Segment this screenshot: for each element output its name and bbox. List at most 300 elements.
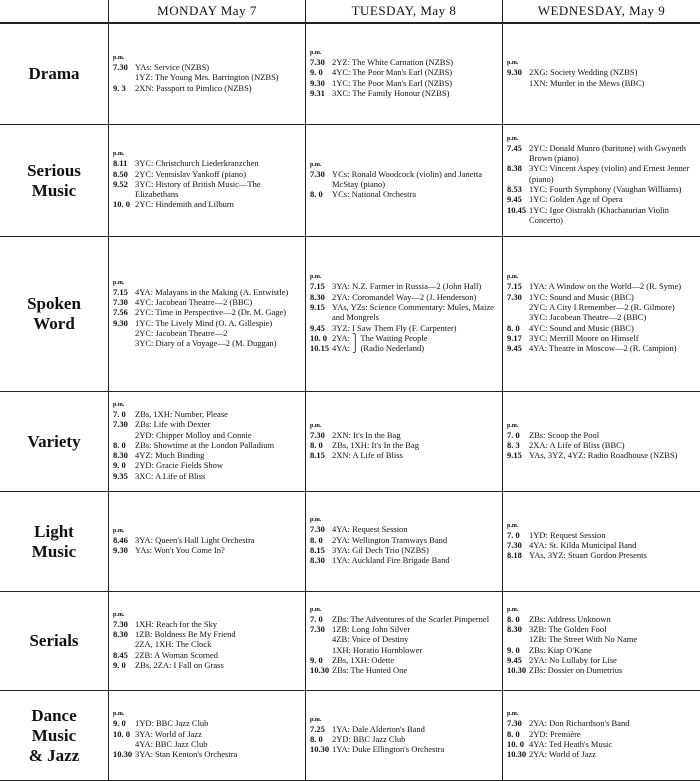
program-time xyxy=(113,72,135,82)
program-title: 1YA: Auckland Fire Brigade Band xyxy=(332,555,450,566)
program-entry xyxy=(113,460,302,470)
program-time: 9.30 xyxy=(113,317,128,328)
program-entry xyxy=(507,530,697,540)
program-title: 1ZB: Long John Silver xyxy=(332,623,411,634)
program-title: YCs: National Orchestra xyxy=(332,189,417,200)
program-entry xyxy=(507,749,697,759)
program-title: 2YC: A City I Remember—2 (R. Gilmore) xyxy=(529,302,675,313)
program-cell xyxy=(503,592,700,691)
program-time: 7.30 xyxy=(507,718,522,729)
program-title: 1YD: Request Session xyxy=(529,529,606,540)
program-entry xyxy=(113,619,302,629)
program-entry xyxy=(507,323,697,333)
program-title: 4YA: ⎭ (Radio Nederland) xyxy=(332,343,425,354)
program-entry xyxy=(310,724,499,734)
program-time xyxy=(113,338,135,348)
pm-marker: p.m. xyxy=(310,716,322,723)
program-entry xyxy=(113,450,302,460)
program-title: 2YA: Coromandel Way—2 (J. Henderson) xyxy=(332,291,477,302)
program-time: 8. 0 xyxy=(310,733,323,744)
program-entry xyxy=(310,665,499,675)
program-title: ZBs: Life with Dexter xyxy=(135,419,211,430)
program-time: 10. 0 xyxy=(507,739,524,749)
pm-marker: p.m. xyxy=(310,274,322,281)
program-entry xyxy=(113,639,302,649)
program-time: 8. 0 xyxy=(113,439,126,450)
program-entry xyxy=(310,169,499,190)
program-title: 4YA: Malayans in the Making (A. Entwistle) xyxy=(135,286,289,297)
program-entry xyxy=(310,655,499,665)
program-title: 3YA: Gil Dech Trio (NZBS) xyxy=(332,545,429,555)
program-cell xyxy=(306,392,503,492)
program-time xyxy=(113,430,135,440)
program-title: 4YC: Jacobean Theatre—2 (BBC) xyxy=(135,296,253,307)
program-entry xyxy=(113,72,302,82)
program-entry xyxy=(310,292,499,302)
program-entry xyxy=(310,535,499,545)
program-entry xyxy=(113,629,302,639)
program-cell xyxy=(503,125,700,237)
program-title: 3XC: The Family Honour (NZBS) xyxy=(332,87,450,98)
program-entry xyxy=(310,634,499,644)
program-entry xyxy=(113,660,302,670)
program-time xyxy=(507,302,529,312)
program-entry xyxy=(310,744,499,754)
program-entry xyxy=(113,158,302,168)
program-time: 7.56 xyxy=(113,307,128,318)
program-entry xyxy=(310,189,499,199)
program-time: 7.30 xyxy=(310,429,325,440)
program-time: 9.35 xyxy=(113,470,128,481)
program-title: 1ZB: The Street With No Name xyxy=(529,634,638,645)
program-entry xyxy=(310,333,499,343)
program-time xyxy=(310,634,332,644)
pm-marker: p.m. xyxy=(507,422,519,429)
program-time: 8.30 xyxy=(113,629,128,640)
program-time: 9.17 xyxy=(507,332,522,343)
program-title: 2ZB: A Woman Scorned xyxy=(135,649,218,660)
program-cell xyxy=(306,125,503,237)
pm-marker: p.m. xyxy=(310,517,322,524)
program-title: 2YA: Don Richardson's Band xyxy=(529,718,630,729)
program-cell xyxy=(109,125,306,237)
program-entry xyxy=(507,302,697,312)
program-entry xyxy=(507,440,697,450)
program-title: 1YA: Dale Alderton's Band xyxy=(332,723,425,734)
program-title: 2YD: Première xyxy=(529,728,581,739)
program-entry xyxy=(507,645,697,655)
program-title: 3YC: Merrill Moore on Himself xyxy=(529,332,639,343)
program-cell xyxy=(306,492,503,592)
pm-marker: p.m. xyxy=(507,135,519,142)
program-entry xyxy=(310,302,499,323)
program-title: 4YA: Request Session xyxy=(332,524,408,535)
program-time: 9.30 xyxy=(507,67,522,78)
program-cell xyxy=(503,237,700,392)
program-time: 10.30 xyxy=(113,749,133,760)
program-time: 8.15 xyxy=(310,450,325,461)
program-title: 1YC: The Poor Man's Earl (NZBS) xyxy=(332,77,453,88)
program-entry xyxy=(113,62,302,72)
program-title: YAs, 3YZ: Stuart Gordon Presents xyxy=(529,550,647,561)
program-time: 8.38 xyxy=(507,163,522,174)
program-entry xyxy=(507,143,697,164)
program-time: 9.45 xyxy=(507,194,522,205)
program-title: ZBs: The Adventures of the Scarlet Pimpernel xyxy=(332,613,490,624)
program-time: 9. 0 xyxy=(310,67,323,78)
program-title: 4ZB: Voice of Destiny xyxy=(332,634,409,645)
program-time: 7.30 xyxy=(310,56,325,67)
program-time: 9. 0 xyxy=(507,644,520,655)
program-title: ZBs: Kiap O'Kane xyxy=(529,644,592,655)
program-title: 2XN: A Life of Bliss xyxy=(332,450,403,461)
program-entry xyxy=(310,88,499,98)
pm-marker: p.m. xyxy=(113,711,125,718)
program-entry xyxy=(113,440,302,450)
program-entry xyxy=(310,524,499,534)
program-cell xyxy=(306,24,503,125)
program-title: YAs: Won't You Come In? xyxy=(135,545,225,555)
program-entry xyxy=(113,83,302,93)
pm-marker: p.m. xyxy=(310,422,322,429)
program-entry xyxy=(310,645,499,655)
program-time xyxy=(507,78,529,88)
program-time: 10. 0 xyxy=(113,728,130,739)
program-cell xyxy=(109,691,306,781)
pm-marker: p.m. xyxy=(113,55,125,62)
program-entry xyxy=(507,655,697,665)
program-title: 2XN: It's In the Bag xyxy=(332,429,401,440)
program-entry xyxy=(113,199,302,209)
program-title: 1YC: Fourth Symphony (Vaughan Williams) xyxy=(529,184,682,194)
program-cell xyxy=(503,691,700,781)
program-time: 10.45 xyxy=(507,204,527,215)
program-entry xyxy=(310,67,499,77)
program-title: ZBs, 1XH: It's In the Bag xyxy=(332,439,419,450)
program-title: 2YC: Hindemith and Lilburn xyxy=(135,199,234,210)
program-entry xyxy=(113,287,302,297)
program-entry xyxy=(310,734,499,744)
pm-marker: p.m. xyxy=(113,611,125,618)
program-title: 2YC: Jacobean Theatre—2 xyxy=(135,327,228,338)
program-title: 3YA: N.Z. Farmer in Russia—2 (John Hall) xyxy=(332,281,482,292)
program-time: 10.30 xyxy=(310,744,330,755)
program-time: 9. 0 xyxy=(113,659,126,670)
corner-cell xyxy=(0,0,109,24)
program-entry xyxy=(113,749,302,759)
program-time: 8.50 xyxy=(113,168,128,179)
program-time: 7.30 xyxy=(310,623,325,634)
program-time: 7. 0 xyxy=(507,529,520,540)
program-title: ZBs: Scoop the Pool xyxy=(529,429,600,440)
program-cell xyxy=(503,24,700,125)
program-title: 3YZ: I Saw Them Fly (F. Carpenter) xyxy=(332,322,457,333)
program-title: 3YC: History of British Music—The Elizabethans xyxy=(135,178,261,200)
program-title: 1YA: Duke Ellington's Orchestra xyxy=(332,744,445,755)
program-entry xyxy=(507,312,697,322)
program-entry xyxy=(507,634,697,644)
program-cell xyxy=(109,392,306,492)
program-time: 9. 0 xyxy=(113,718,126,729)
program-entry xyxy=(113,739,302,749)
program-time: 10.30 xyxy=(507,665,527,676)
program-entry xyxy=(507,292,697,302)
program-time: 9.31 xyxy=(310,87,325,98)
pm-marker: p.m. xyxy=(113,527,125,534)
program-title: 1YC: The Lively Mind (O. A. Gillespie) xyxy=(135,317,273,328)
program-title: ZBs, 2ZA: I Fall on Grass xyxy=(135,659,224,670)
program-time: 8. 0 xyxy=(507,728,520,739)
program-title: 2ZA, 1XH: The Clock xyxy=(135,639,212,650)
program-title: 3YC: Vincent Aspey (violin) and Ernest Jenner (piano) xyxy=(529,163,690,184)
program-time: 9. 0 xyxy=(310,654,323,665)
program-time: 7.25 xyxy=(310,723,325,734)
program-entry xyxy=(507,281,697,291)
program-entry xyxy=(507,205,697,226)
program-title: 2XG: Society Wedding (NZBS) xyxy=(529,67,638,78)
program-time: 7.30 xyxy=(507,539,522,550)
program-title: 2YC: Ventsislav Yankoff (piano) xyxy=(135,168,247,179)
category-label: Dance Music & Jazz xyxy=(0,691,109,781)
program-entry xyxy=(507,729,697,739)
program-title: 4YA: BBC Jazz Club xyxy=(135,739,208,749)
program-cell xyxy=(109,24,306,125)
program-time: 7. 0 xyxy=(310,613,323,624)
program-time: 9. 3 xyxy=(113,82,126,93)
program-time: 8.30 xyxy=(507,623,522,634)
program-title: 3YC: Diary of a Voyage—2 (M. Duggan) xyxy=(135,338,277,349)
program-time: 10.30 xyxy=(310,665,330,676)
program-title: 4YA: Theatre in Moscow—2 (R. Campion) xyxy=(529,343,677,354)
program-entry xyxy=(113,179,302,200)
program-title: 1XH: Horatio Hornblower xyxy=(332,644,423,655)
program-entry xyxy=(507,614,697,624)
program-time: 8. 3 xyxy=(507,439,520,450)
program-entry xyxy=(113,419,302,429)
program-entry xyxy=(507,540,697,550)
category-label: Serious Music xyxy=(0,125,109,237)
program-time: 8.11 xyxy=(113,158,128,169)
category-label: Light Music xyxy=(0,492,109,592)
pm-marker: p.m. xyxy=(310,49,322,56)
program-title: 1YC: Igor Oistrakh (Khachaturian Violin Concerto) xyxy=(529,204,670,225)
program-title: YAs, 3YZ, 4YZ: Radio Roadhouse (NZBS) xyxy=(529,450,678,461)
program-title: ZBs, 1XH: Number, Please xyxy=(135,408,228,419)
program-time: 9.30 xyxy=(310,77,325,88)
program-title: 2YD: Chipper Molloy and Connie xyxy=(135,429,252,440)
program-title: 2YA: No Lullaby for Lise xyxy=(529,654,617,665)
program-time: 7.15 xyxy=(507,281,522,292)
program-time: 7.45 xyxy=(507,142,522,153)
program-title: 2YC: Time in Perspective—2 (Dr. M. Gage) xyxy=(135,307,287,318)
program-title: ZBs: Address Unknown xyxy=(529,613,611,624)
program-title: ZBs: Showtime at the London Palladium xyxy=(135,439,275,450)
pm-marker: p.m. xyxy=(507,60,519,67)
program-entry xyxy=(507,67,697,77)
category-label: Serials xyxy=(0,592,109,691)
program-entry xyxy=(507,550,697,560)
program-title: 2YC: Donald Munro (baritone) with Gwyneth Brown (piano) xyxy=(529,142,686,164)
day-header: MONDAY May 7 xyxy=(109,0,306,24)
program-time: 9.45 xyxy=(507,654,522,665)
pm-marker: p.m. xyxy=(507,711,519,718)
program-entry xyxy=(310,281,499,291)
program-entry xyxy=(507,333,697,343)
program-entry xyxy=(507,163,697,184)
program-entry xyxy=(507,450,697,460)
pm-marker: p.m. xyxy=(507,274,519,281)
pm-marker: p.m. xyxy=(113,401,125,408)
program-title: 3ZB: The Golden Fool xyxy=(529,623,607,634)
program-title: 2YA: ⎫ The Waiting People xyxy=(332,332,428,343)
program-title: 1YZ: The Young Mrs. Barrington (NZBS) xyxy=(135,72,279,83)
program-time: 7.30 xyxy=(113,296,128,307)
program-time: 9.30 xyxy=(113,545,128,555)
program-time: 8.15 xyxy=(310,545,325,555)
program-entry xyxy=(507,665,697,675)
program-time: 8.30 xyxy=(113,450,128,461)
program-time xyxy=(113,328,135,338)
program-cell xyxy=(109,492,306,592)
program-title: 2XA: A Life of Bliss (BBC) xyxy=(529,439,625,450)
program-title: 3YA: Stan Kenton's Orchestra xyxy=(135,749,238,760)
program-time: 7.30 xyxy=(310,168,325,179)
program-title: YAs, YZs: Science Commentary: Mules, Maize and Mongrels xyxy=(332,302,494,323)
program-entry xyxy=(113,297,302,307)
program-title: 4YA: Ted Heath's Music xyxy=(529,739,613,749)
program-time: 7.30 xyxy=(113,62,128,73)
program-title: 4YA: St. Kilda Municipal Band xyxy=(529,539,637,550)
program-entry xyxy=(113,328,302,338)
program-entry xyxy=(113,650,302,660)
program-title: 1YC: Sound and Music (BBC) xyxy=(529,291,634,302)
program-time: 9.45 xyxy=(310,322,325,333)
program-title: ZBs, 1XH: Odette xyxy=(332,654,395,665)
program-cell xyxy=(109,592,306,691)
program-entry xyxy=(507,184,697,194)
pm-marker: p.m. xyxy=(113,279,125,286)
program-time: 7.30 xyxy=(113,419,128,430)
program-title: 4YC: The Poor Man's Earl (NZBS) xyxy=(332,67,453,78)
program-entry xyxy=(507,718,697,728)
program-time: 7. 0 xyxy=(113,408,126,419)
program-time: 8.46 xyxy=(113,534,128,545)
program-title: 1XN: Murder in the Mews (BBC) xyxy=(529,77,645,88)
program-title: ZBs: The Hunted One xyxy=(332,665,408,676)
pm-marker: p.m. xyxy=(507,522,519,529)
pm-marker: p.m. xyxy=(310,161,322,168)
program-time: 8.45 xyxy=(113,649,128,660)
program-entry xyxy=(113,471,302,481)
program-time: 8.18 xyxy=(507,550,522,561)
program-title: YAs: Service (NZBS) xyxy=(135,62,210,73)
program-entry xyxy=(310,450,499,460)
program-time xyxy=(310,645,332,655)
program-title: 2YA: Wellington Tramways Band xyxy=(332,534,448,545)
program-entry xyxy=(310,555,499,565)
program-time: 10. 0 xyxy=(113,199,130,210)
program-title: 2YD: Gracie Fields Show xyxy=(135,460,224,471)
program-title: 3YA: World of Jazz xyxy=(135,728,202,739)
pm-marker: p.m. xyxy=(507,606,519,613)
program-time: 8. 0 xyxy=(310,189,323,200)
day-header: TUESDAY, May 8 xyxy=(306,0,503,24)
program-time: 8. 0 xyxy=(310,534,323,545)
program-entry xyxy=(113,307,302,317)
program-time: 10.15 xyxy=(310,343,330,354)
program-entry xyxy=(310,78,499,88)
program-time: 10.30 xyxy=(507,749,527,760)
program-entry xyxy=(113,729,302,739)
program-cell xyxy=(109,237,306,392)
program-title: 1ZB: Boldness Be My Friend xyxy=(135,629,236,640)
program-time: 7.30 xyxy=(310,524,325,535)
program-title: 4YZ: Much Binding xyxy=(135,450,205,461)
category-label: Spoken Word xyxy=(0,237,109,392)
program-entry xyxy=(507,78,697,88)
program-entry xyxy=(310,440,499,450)
program-entry xyxy=(113,318,302,328)
program-time: 8.30 xyxy=(310,555,325,566)
program-cell xyxy=(306,237,503,392)
program-entry xyxy=(113,718,302,728)
program-entry xyxy=(507,624,697,634)
program-time: 7.15 xyxy=(310,281,325,292)
program-title: 2YZ: The White Carnation (NZBS) xyxy=(332,56,454,67)
day-header: WEDNESDAY, May 9 xyxy=(503,0,700,24)
program-entry xyxy=(113,409,302,419)
program-title: 1YD: BBC Jazz Club xyxy=(135,718,209,729)
program-time: 10. 0 xyxy=(310,332,327,343)
program-time: 7.30 xyxy=(507,291,522,302)
program-title: YCs: Ronald Woodcock (violin) and Janetta McStay (piano) xyxy=(332,168,483,189)
program-title: 2YD: BBC Jazz Club xyxy=(332,733,406,744)
program-entry xyxy=(113,545,302,555)
program-time xyxy=(113,639,135,649)
program-time: 7.15 xyxy=(113,286,128,297)
program-time: 9.15 xyxy=(507,450,522,461)
program-time: 9.52 xyxy=(113,178,128,189)
pm-marker: p.m. xyxy=(310,606,322,613)
program-title: 2XN: Passport to Pimlico (NZBS) xyxy=(135,82,252,93)
program-entry xyxy=(113,430,302,440)
program-time: 9. 0 xyxy=(113,460,126,471)
program-title: 3YC: Christchurch Liederkranzchen xyxy=(135,158,259,169)
program-entry xyxy=(310,624,499,634)
program-cell xyxy=(306,592,503,691)
category-label: Variety xyxy=(0,392,109,492)
program-title: ZBs: Dossier on Dumetrius xyxy=(529,665,623,676)
program-cell xyxy=(503,492,700,592)
program-title: 3YA: Queen's Hall Light Orchestra xyxy=(135,534,255,545)
program-time xyxy=(507,634,529,644)
program-time: 7.30 xyxy=(113,618,128,629)
program-entry xyxy=(507,739,697,749)
program-entry xyxy=(310,430,499,440)
program-entry xyxy=(310,545,499,555)
program-entry xyxy=(113,535,302,545)
program-time xyxy=(507,312,529,322)
program-title: 1XH: Reach for the Sky xyxy=(135,618,218,629)
program-time: 8.53 xyxy=(507,184,522,194)
program-entry xyxy=(310,343,499,353)
program-cell xyxy=(503,392,700,492)
program-cell xyxy=(306,691,503,781)
program-entry xyxy=(507,343,697,353)
program-time: 9.15 xyxy=(310,302,325,313)
program-time: 8.30 xyxy=(310,291,325,302)
program-time xyxy=(113,739,135,749)
